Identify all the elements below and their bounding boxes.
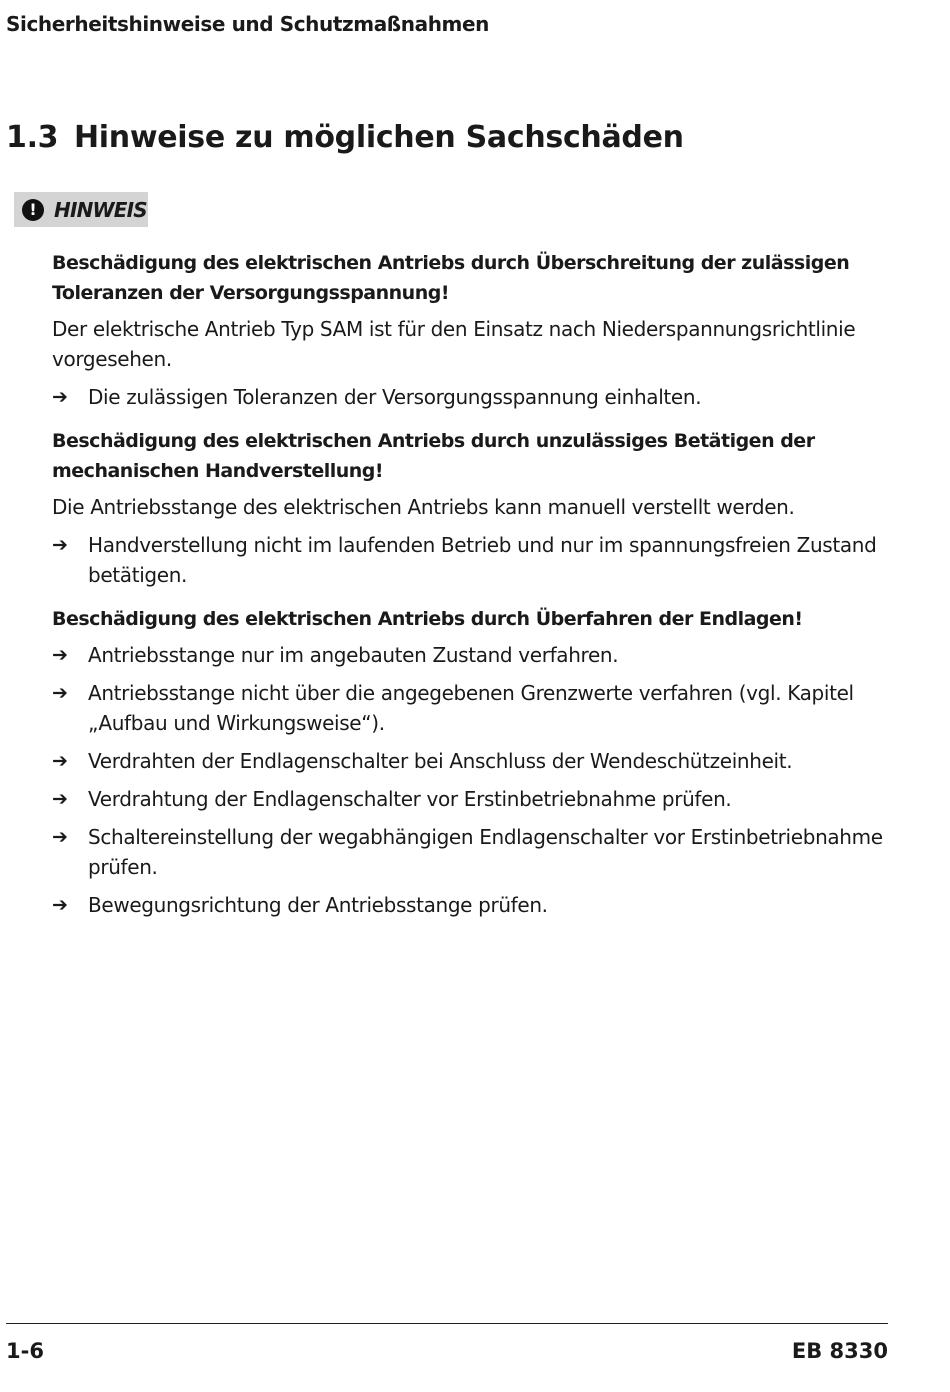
step-text: Schaltereinstellung der wegabhängigen Endlagenschalter vor Erstinbetriebnahme prüfen. xyxy=(88,825,883,879)
arrow-right-icon: ➔ xyxy=(52,386,68,408)
hazard-group xyxy=(52,248,902,412)
section-number: 1.3 xyxy=(6,120,59,155)
notice-body xyxy=(52,248,902,928)
step-text: Die zulässigen Toleranzen der Versorgungsspannung einhalten. xyxy=(88,385,702,409)
hazard-description: Die Antriebsstange des elektrischen Antriebs kann manuell verstellt werden. xyxy=(52,495,795,519)
arrow-right-icon: ➔ xyxy=(52,894,68,916)
step-text: Antriebsstange nur im angebauten Zustand verfahren. xyxy=(88,643,619,667)
instruction-step xyxy=(52,530,902,590)
footer-divider xyxy=(6,1323,888,1324)
hazard-group xyxy=(52,426,902,590)
step-text: Antriebsstange nicht über die angegebenen Grenzwerte verfahren (vgl. Kapitel „Aufbau und Wirkungsweise“). xyxy=(88,681,854,735)
instruction-step xyxy=(52,746,902,776)
hazard-heading: Beschädigung des elektrischen Antriebs durch unzulässiges Betätigen der mechanischen Handverstellung! xyxy=(52,430,815,482)
hazard-group xyxy=(52,604,902,920)
hazard-heading: Beschädigung des elektrischen Antriebs durch Überschreitung der zulässigen Toleranzen der Versorgungsspannung! xyxy=(52,252,850,304)
instruction-step xyxy=(52,678,902,738)
instruction-step xyxy=(52,784,902,814)
instruction-step xyxy=(52,382,902,412)
hazard-description: Der elektrische Antrieb Typ SAM ist für den Einsatz nach Niederspannungsrichtlinie vorgesehen. xyxy=(52,317,856,371)
step-text: Verdrahten der Endlagenschalter bei Anschluss der Wendeschützeinheit. xyxy=(88,749,793,773)
arrow-right-icon: ➔ xyxy=(52,682,68,704)
page-number: 1-6 xyxy=(6,1339,44,1363)
notice-label: HINWEIS xyxy=(54,197,147,222)
step-text: Bewegungsrichtung der Antriebsstange prüfen. xyxy=(88,893,548,917)
document-id: EB 8330 xyxy=(791,1339,888,1363)
arrow-right-icon: ➔ xyxy=(52,750,68,772)
arrow-right-icon: ➔ xyxy=(52,826,68,848)
section-title xyxy=(6,120,684,155)
step-text: Handverstellung nicht im laufenden Betrieb und nur im spannungsfreien Zustand betätigen. xyxy=(88,533,877,587)
arrow-right-icon: ➔ xyxy=(52,534,68,556)
instruction-step xyxy=(52,890,902,920)
section-title-text: Hinweise zu möglichen Sachschäden xyxy=(74,120,684,155)
exclamation-circle-icon: ! xyxy=(22,199,44,221)
notice-badge xyxy=(14,192,148,227)
instruction-step xyxy=(52,640,902,670)
hazard-heading: Beschädigung des elektrischen Antriebs durch Überfahren der Endlagen! xyxy=(52,608,803,630)
arrow-right-icon: ➔ xyxy=(52,788,68,810)
arrow-right-icon: ➔ xyxy=(52,644,68,666)
running-header: Sicherheitshinweise und Schutzmaßnahmen xyxy=(6,12,489,36)
instruction-step xyxy=(52,822,902,882)
step-text: Verdrahtung der Endlagenschalter vor Erstinbetriebnahme prüfen. xyxy=(88,787,732,811)
